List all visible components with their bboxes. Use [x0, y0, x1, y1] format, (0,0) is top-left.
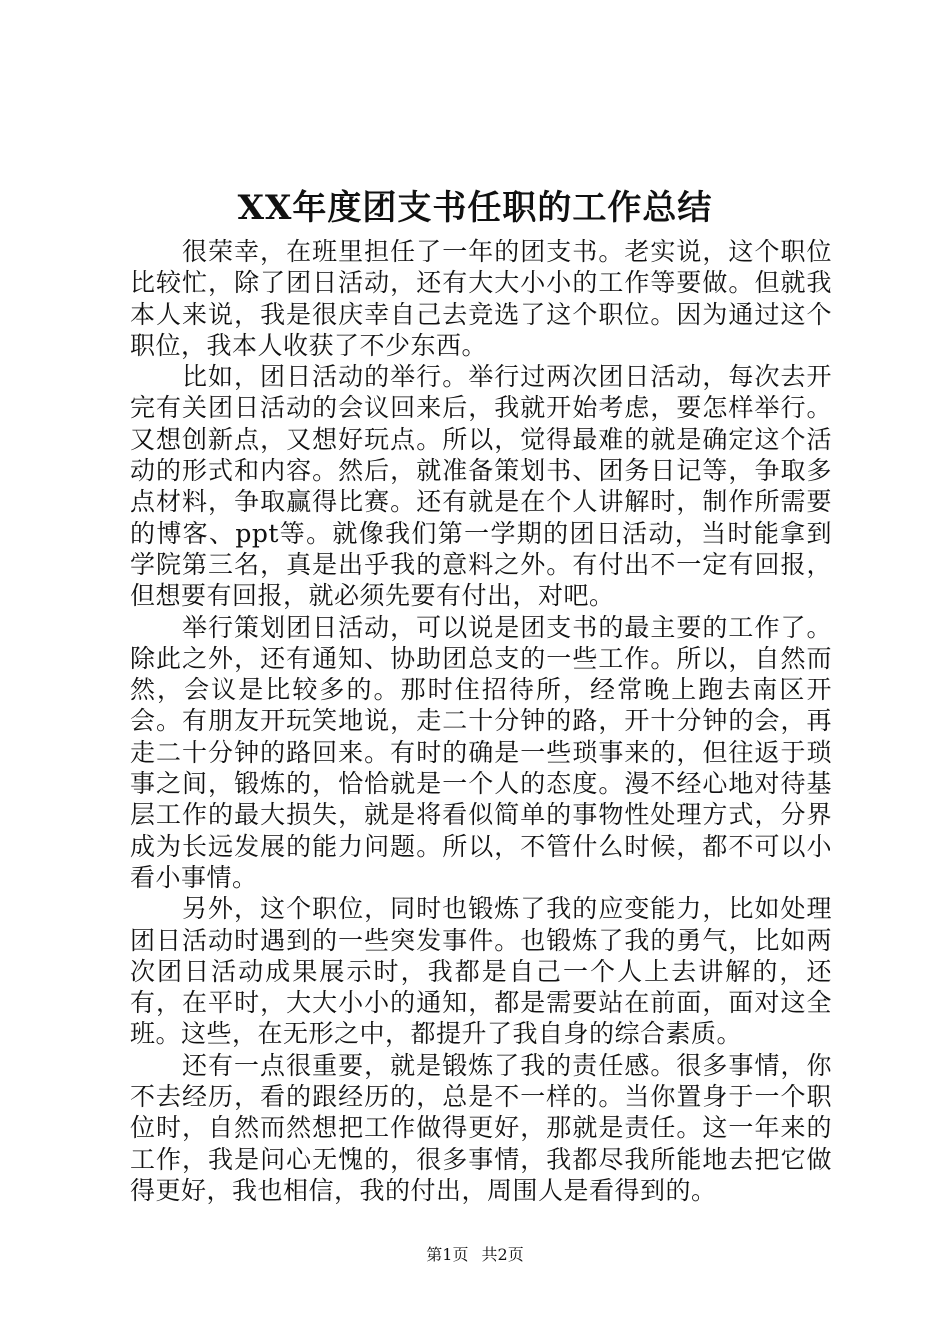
paragraph-2: 比如，团日活动的举行。举行过两次团日活动，每次去开完有关团日活动的会议回来后，我就开始考虑，要怎样举行。又想创新点，又想好玩点。所以，觉得最难的就是确定这个活动的形式和内容。然后，就准备策划书、团务日记等，争取多点材料，争取赢得比赛。还有就是在个人讲解时，制作所需要的博客、ppt等。就像我们第一学期的团日活动，当时能拿到学院第三名，真是出乎我的意料之外。有付出不一定有回报，但想要有回报，就必须先要有付出，对吧。 [130, 362, 832, 611]
page-number-total: 共2页 [481, 1245, 524, 1264]
paragraph-5: 还有一点很重要，就是锻炼了我的责任感。很多事情，你不去经历，看的跟经历的，总是不一样的。当你置身于一个职位时，自然而然想把工作做得更好，那就是责任。这一年来的工作，我是问心无愧的，很多事情，我都尽我所能地去把它做得更好，我也相信，我的付出，周围人是看得到的。 [130, 1050, 832, 1205]
paragraph-1: 很荣幸，在班里担任了一年的团支书。老实说，这个职位比较忙，除了团日活动，还有大大小小的工作等要做。但就我本人来说，我是很庆幸自己去竞选了这个职位。因为通过这个职位，我本人收获了不少东西。 [130, 237, 832, 360]
document-title: XX年度团支书任职的工作总结 [237, 188, 713, 228]
page-number-current: 第1页 [426, 1245, 469, 1264]
document-body [130, 236, 832, 1206]
paragraph-3: 举行策划团日活动，可以说是团支书的最主要的工作了。除此之外，还有通知、协助团总支的一些工作。所以，自然而然，会议是比较多的。那时住招待所，经常晚上跑去南区开会。有朋友开玩笑地说，走二十分钟的路，开十分钟的会，再走二十分钟的路回来。有时的确是一些琐事来的，但往返于琐事之间，锻炼的，恰恰就是一个人的态度。漫不经心地对待基层工作的最大损失，就是将看似简单的事物性处理方式，分界成为长远发展的能力问题。所以，不管什么时候，都不可以小看小事情。 [130, 612, 832, 892]
page-footer [0, 1244, 950, 1266]
paragraph-4: 另外，这个职位，同时也锻炼了我的应变能力，比如处理团日活动时遇到的一些突发事件。也锻炼了我的勇气，比如两次团日活动成果展示时，我都是自己一个人上去讲解的，还有，在平时，大大小小的通知，都是需要站在前面，面对这全班。这些，在无形之中，都提升了我自身的综合素质。 [130, 894, 832, 1049]
